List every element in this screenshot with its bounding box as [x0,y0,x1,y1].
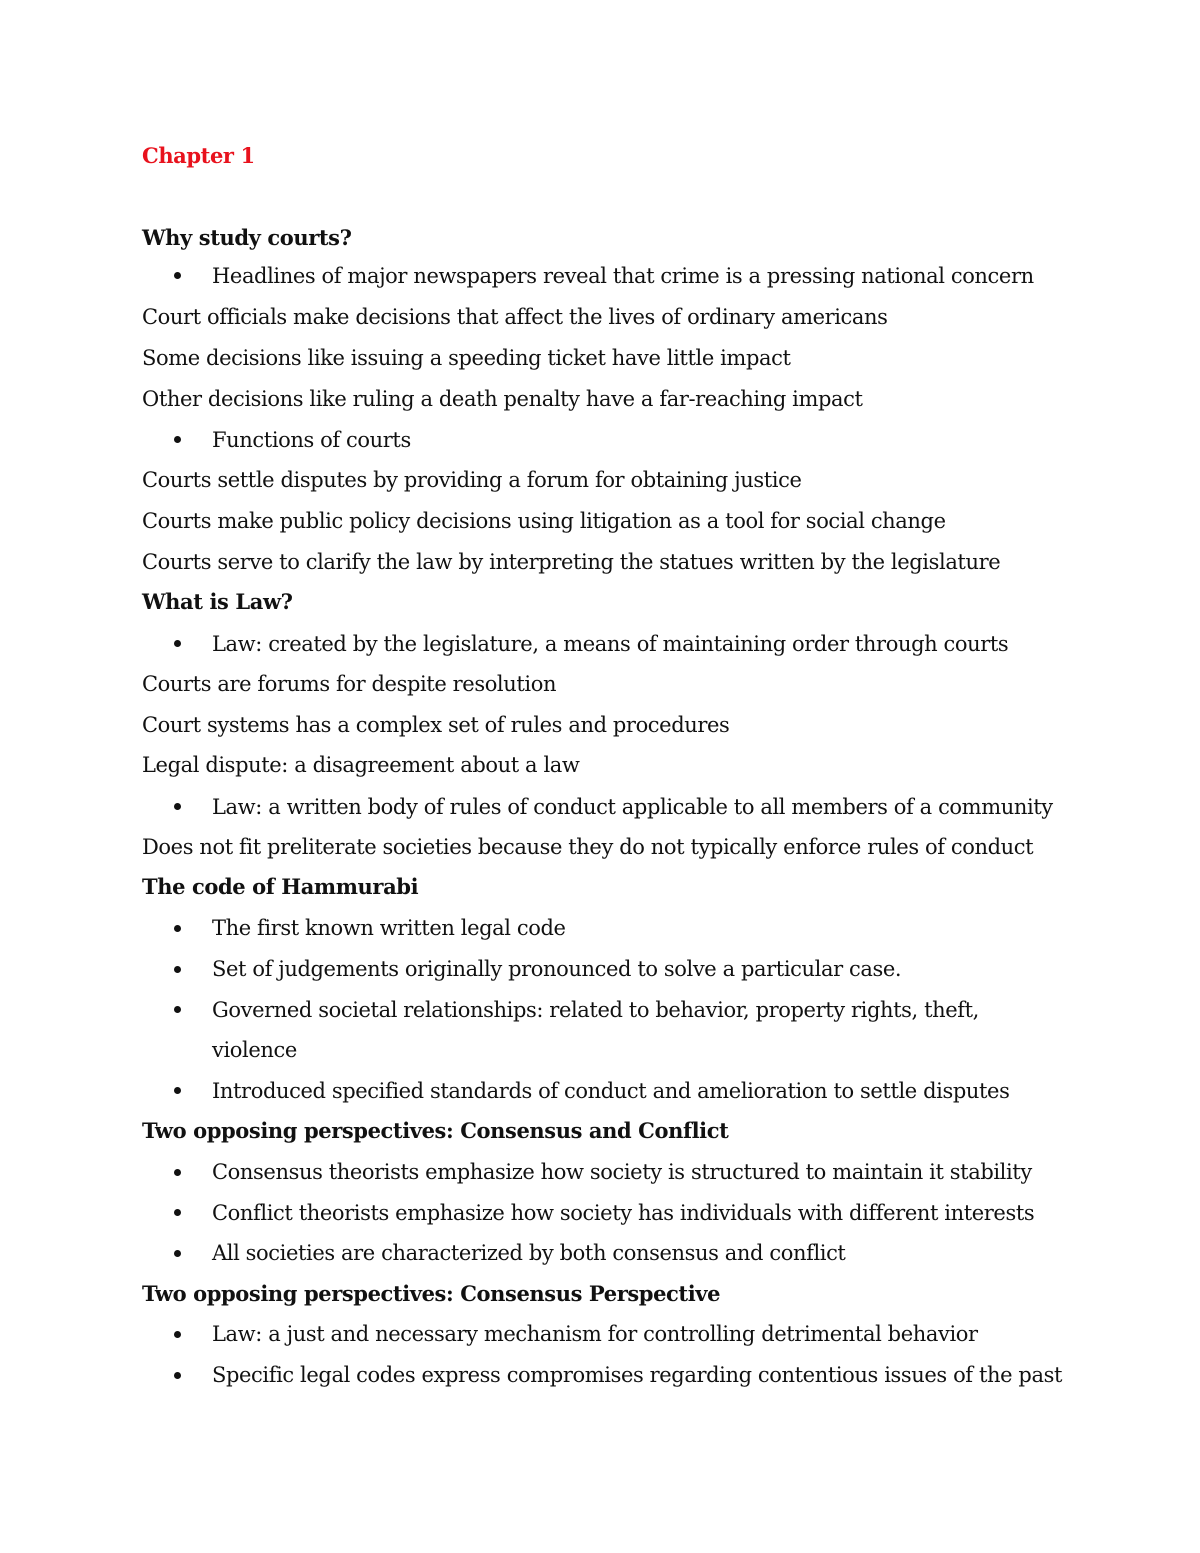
bullet-item: Headlines of major newspapers reveal that crime is a pressing national concern [212,264,1034,288]
bullet-icon [174,925,181,932]
bullet-item: The first known written legal code [212,916,566,940]
bullet-item-continuation: violence [212,1038,297,1062]
paragraph-line: Court officials make decisions that affect the lives of ordinary americans [142,305,888,329]
bullet-icon [174,1006,181,1013]
paragraph-line: Courts settle disputes by providing a forum for obtaining justice [142,468,802,492]
bullet-icon [174,1250,181,1257]
bullet-item: Conflict theorists emphasize how society has individuals with different interests [212,1201,1035,1225]
section-heading-consensus-perspective: Two opposing perspectives: Consensus Perspective [142,1281,721,1306]
bullet-item: All societies are characterized by both consensus and conflict [212,1241,846,1265]
paragraph-line: Legal dispute: a disagreement about a law [142,753,580,777]
bullet-icon [174,803,181,810]
bullet-item: Introduced specified standards of conduct and amelioration to settle disputes [212,1079,1010,1103]
section-heading-hammurabi: The code of Hammurabi [142,874,419,899]
paragraph-line: Court systems has a complex set of rules and procedures [142,713,730,737]
bullet-icon [174,272,181,279]
section-heading-why-study-courts: Why study courts? [142,225,352,250]
bullet-item: Law: created by the legislature, a means of maintaining order through courts [212,632,1009,656]
bullet-item: Specific legal codes express compromises regarding contentious issues of the past [212,1363,1063,1387]
paragraph-line: Other decisions like ruling a death penalty have a far-reaching impact [142,387,863,411]
bullet-item: Law: a written body of rules of conduct applicable to all members of a community [212,795,1053,819]
paragraph-line: Courts serve to clarify the law by interpreting the statues written by the legislature [142,550,1001,574]
section-heading-what-is-law: What is Law? [142,589,293,614]
bullet-item: Consensus theorists emphasize how society is structured to maintain it stability [212,1160,1032,1184]
bullet-icon [174,1169,181,1176]
bullet-item: Law: a just and necessary mechanism for controlling detrimental behavior [212,1322,978,1346]
bullet-item: Set of judgements originally pronounced to solve a particular case. [212,957,902,981]
paragraph-line: Does not fit preliterate societies because they do not typically enforce rules of conduct [142,835,1034,859]
paragraph-line: Some decisions like issuing a speeding ticket have little impact [142,346,791,370]
bullet-icon [174,436,181,443]
bullet-icon [174,640,181,647]
bullet-item: Functions of courts [212,428,411,452]
chapter-title: Chapter 1 [142,143,255,168]
bullet-icon [174,966,181,973]
bullet-icon [174,1331,181,1338]
bullet-icon [174,1087,181,1094]
paragraph-line: Courts make public policy decisions using litigation as a tool for social change [142,509,946,533]
bullet-item: Governed societal relationships: related to behavior, property rights, theft, [212,998,979,1022]
bullet-icon [174,1209,181,1216]
bullet-icon [174,1372,181,1379]
section-heading-perspectives: Two opposing perspectives: Consensus and Conflict [142,1118,729,1143]
paragraph-line: Courts are forums for despite resolution [142,672,557,696]
